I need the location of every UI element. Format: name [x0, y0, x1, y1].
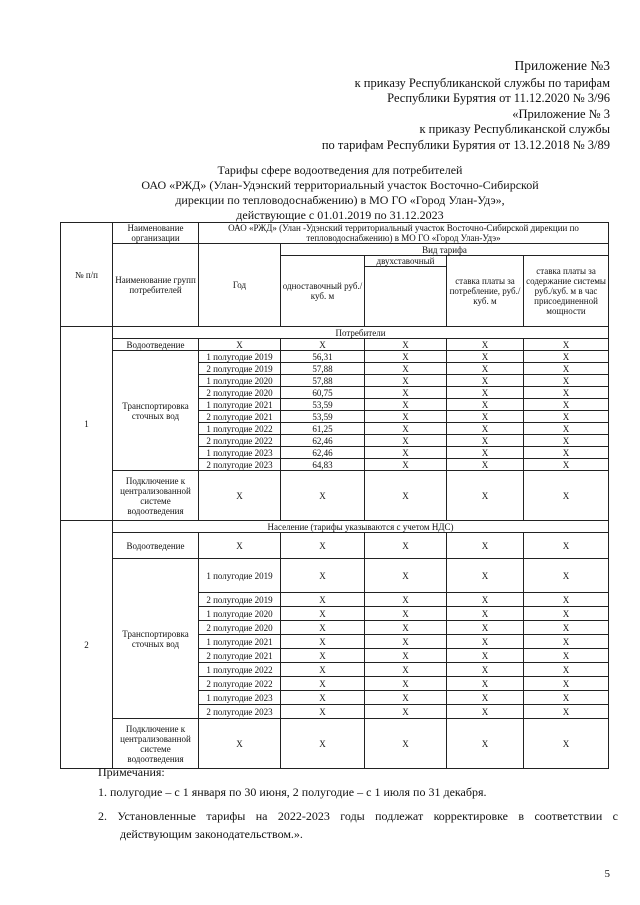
x-cell: Х: [447, 621, 524, 635]
x-cell: Х: [199, 533, 281, 559]
group-name: Водоотведение: [113, 533, 199, 559]
x-cell: Х: [281, 471, 365, 521]
x-cell: Х: [524, 691, 609, 705]
x-cell: Х: [447, 663, 524, 677]
x-cell: Х: [524, 471, 609, 521]
x-cell: Х: [524, 593, 609, 607]
group-name: Подключение к централизованной системе водоотведения: [113, 471, 199, 521]
period-cell: 1 полугодие 2020: [199, 375, 281, 387]
x-cell: Х: [365, 399, 447, 411]
x-cell: Х: [447, 533, 524, 559]
period-cell: 2 полугодие 2020: [199, 621, 281, 635]
x-cell: Х: [281, 339, 365, 351]
x-cell: Х: [281, 705, 365, 719]
x-cell: Х: [281, 719, 365, 769]
x-cell: Х: [365, 559, 447, 593]
x-cell: Х: [447, 447, 524, 459]
x-cell: Х: [281, 691, 365, 705]
group-name: Водоотведение: [113, 339, 199, 351]
table-row: [61, 471, 609, 521]
x-cell: Х: [199, 719, 281, 769]
x-cell: Х: [447, 399, 524, 411]
table-row: [61, 339, 609, 351]
x-cell: Х: [447, 351, 524, 363]
group-name: Транспортировка сточных вод: [113, 559, 199, 719]
x-cell: Х: [365, 705, 447, 719]
x-cell: Х: [365, 719, 447, 769]
x-cell: Х: [365, 351, 447, 363]
single-rate-label: одноставочный руб./ куб. м: [281, 256, 365, 327]
period-cell: 1 полугодие 2021: [199, 399, 281, 411]
x-cell: Х: [524, 705, 609, 719]
period-cell: 2 полугодие 2022: [199, 435, 281, 447]
period-cell: 1 полугодие 2023: [199, 691, 281, 705]
header-line: Республики Бурятия от 11.12.2020 № 3/96: [387, 91, 610, 105]
title-line: Тарифы сфере водоотведения для потребителей: [217, 163, 463, 177]
table-row: [61, 559, 609, 593]
x-cell: Х: [281, 649, 365, 663]
x-cell: Х: [524, 399, 609, 411]
x-cell: Х: [524, 447, 609, 459]
x-cell: Х: [199, 471, 281, 521]
x-cell: Х: [365, 607, 447, 621]
header-line: Приложение №3: [514, 58, 610, 73]
period-cell: 1 полугодие 2020: [199, 607, 281, 621]
period-cell: 1 полугодие 2023: [199, 447, 281, 459]
document-header: [322, 58, 610, 153]
x-cell: Х: [524, 423, 609, 435]
x-cell: Х: [281, 559, 365, 593]
period-cell: 1 полугодие 2021: [199, 635, 281, 649]
tariff-value: 62,46: [281, 435, 365, 447]
x-cell: Х: [365, 435, 447, 447]
x-cell: Х: [447, 559, 524, 593]
x-cell: Х: [447, 635, 524, 649]
x-cell: Х: [365, 635, 447, 649]
x-cell: Х: [447, 375, 524, 387]
x-cell: Х: [447, 719, 524, 769]
rate-maintenance-label: ставка платы за содержание системы руб./куб. м в час присоединенной мощности: [524, 256, 609, 327]
x-cell: Х: [524, 411, 609, 423]
x-cell: Х: [281, 635, 365, 649]
x-cell: Х: [281, 533, 365, 559]
x-cell: Х: [365, 649, 447, 663]
period-cell: 2 полугодие 2020: [199, 387, 281, 399]
x-cell: Х: [365, 621, 447, 635]
period-cell: 2 полугодие 2021: [199, 649, 281, 663]
tariff-value: 53,59: [281, 399, 365, 411]
x-cell: Х: [447, 471, 524, 521]
row-number: 2: [61, 521, 113, 769]
table-row: [61, 719, 609, 769]
x-cell: Х: [365, 363, 447, 375]
x-cell: Х: [365, 677, 447, 691]
tariff-value: 53,59: [281, 411, 365, 423]
x-cell: Х: [365, 459, 447, 471]
x-cell: Х: [524, 607, 609, 621]
title-line: действующие с 01.01.2019 по 31.12.2023: [236, 208, 444, 222]
tariff-value: 64,83: [281, 459, 365, 471]
period-cell: 2 полугодие 2023: [199, 705, 281, 719]
group-name: Подключение к централизованной системе водоотведения: [113, 719, 199, 769]
tariff-value: 56,31: [281, 351, 365, 363]
x-cell: Х: [447, 649, 524, 663]
x-cell: Х: [365, 663, 447, 677]
empty-cell: [365, 267, 447, 327]
rate-consumption-label: ставка платы за потребление, руб./ куб. м: [447, 256, 524, 327]
tariff-value: 57,88: [281, 375, 365, 387]
page-number: 5: [604, 868, 610, 880]
group-name: Транспортировка сточных вод: [113, 351, 199, 471]
header-line: к приказу Республиканской службы: [419, 122, 610, 136]
tariff-value: 61,25: [281, 423, 365, 435]
period-cell: 1 полугодие 2019: [199, 351, 281, 363]
x-cell: Х: [447, 677, 524, 691]
x-cell: Х: [365, 387, 447, 399]
x-cell: Х: [447, 363, 524, 375]
notes: [98, 763, 618, 843]
x-cell: Х: [524, 621, 609, 635]
header-line: по тарифам Республики Бурятия от 13.12.2018 № 3/89: [321, 137, 610, 152]
notes-heading: Примечания:: [98, 765, 165, 779]
x-cell: Х: [365, 691, 447, 705]
x-cell: Х: [365, 411, 447, 423]
section-title: Потребители: [113, 327, 609, 339]
note-item: 1. полугодие – с 1 января по 30 июня, 2 полугодие – с 1 июля по 31 декабря.: [98, 785, 487, 799]
x-cell: Х: [365, 339, 447, 351]
tariff-value: 57,88: [281, 363, 365, 375]
x-cell: Х: [524, 663, 609, 677]
x-cell: Х: [524, 677, 609, 691]
title-line: ОАО «РЖД» (Улан-Удэнский территориальный участок Восточно-Сибирской: [141, 178, 539, 192]
title-line: дирекции по тепловодоснабжению) в МО ГО «Город Улан-Удэ»,: [175, 193, 505, 207]
period-cell: 1 полугодие 2022: [199, 663, 281, 677]
two-rate-label: двухставочный: [365, 256, 447, 267]
tariff-type-label: Вид тарифа: [281, 244, 609, 256]
org-label: Наименование организации: [113, 223, 199, 244]
x-cell: Х: [524, 375, 609, 387]
period-cell: 2 полугодие 2019: [199, 593, 281, 607]
header-line: «Приложение № 3: [512, 106, 610, 121]
x-cell: Х: [524, 559, 609, 593]
x-cell: Х: [447, 691, 524, 705]
header-row-type: [61, 244, 609, 256]
table-row: [61, 327, 609, 339]
x-cell: Х: [365, 471, 447, 521]
col-num-header: № п/п: [61, 223, 113, 327]
x-cell: Х: [447, 411, 524, 423]
x-cell: Х: [524, 435, 609, 447]
tariff-table: [60, 222, 609, 769]
period-cell: 1 полугодие 2022: [199, 423, 281, 435]
table-row: [61, 521, 609, 533]
x-cell: Х: [281, 677, 365, 691]
x-cell: Х: [281, 621, 365, 635]
tariff-value: 60,75: [281, 387, 365, 399]
x-cell: Х: [281, 593, 365, 607]
x-cell: Х: [365, 423, 447, 435]
x-cell: Х: [447, 435, 524, 447]
section-title: Население (тарифы указываются с учетом НДС): [113, 521, 609, 533]
period-cell: 2 полугодие 2021: [199, 411, 281, 423]
x-cell: Х: [524, 533, 609, 559]
x-cell: Х: [524, 719, 609, 769]
x-cell: Х: [281, 607, 365, 621]
x-cell: Х: [365, 447, 447, 459]
x-cell: Х: [447, 387, 524, 399]
x-cell: Х: [447, 423, 524, 435]
x-cell: Х: [524, 635, 609, 649]
period-cell: 2 полугодие 2023: [199, 459, 281, 471]
note-item: 2. Установленные тарифы на 2022-2023 годы подлежат корректировке в соответствии с действующим законодательством.».: [98, 809, 618, 841]
header-line: к приказу Республиканской службы по тарифам: [354, 75, 610, 90]
table-row: [61, 351, 609, 363]
x-cell: Х: [365, 375, 447, 387]
period-cell: 2 полугодие 2022: [199, 677, 281, 691]
x-cell: Х: [524, 351, 609, 363]
period-cell: 2 полугодие 2019: [199, 363, 281, 375]
x-cell: Х: [524, 363, 609, 375]
header-row-org: [61, 223, 609, 244]
period-cell: 1 полугодие 2019: [199, 559, 281, 593]
x-cell: Х: [447, 459, 524, 471]
x-cell: Х: [447, 705, 524, 719]
x-cell: Х: [365, 533, 447, 559]
x-cell: Х: [281, 663, 365, 677]
x-cell: Х: [524, 459, 609, 471]
document-title: [100, 163, 580, 223]
row-number: 1: [61, 327, 113, 521]
x-cell: Х: [365, 593, 447, 607]
year-label: Год: [199, 244, 281, 327]
tariff-value: 62,46: [281, 447, 365, 459]
x-cell: Х: [199, 339, 281, 351]
x-cell: Х: [447, 339, 524, 351]
group-label: Наименование групп потребителей: [113, 244, 199, 327]
x-cell: Х: [524, 339, 609, 351]
x-cell: Х: [524, 387, 609, 399]
table-row: [61, 533, 609, 559]
x-cell: Х: [447, 593, 524, 607]
x-cell: Х: [447, 607, 524, 621]
org-value: ОАО «РЖД» (Улан -Удэнский территориальный участок Восточно-Сибирской дирекции по тепловодоснабжению) в МО ГО «Город Улан-Удэ»: [199, 223, 609, 244]
x-cell: Х: [524, 649, 609, 663]
